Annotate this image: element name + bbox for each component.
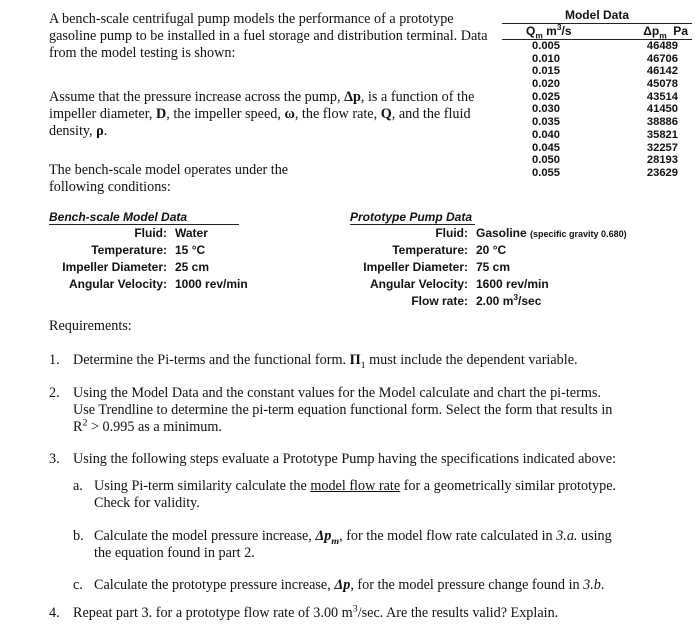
assumption-text: , the flow rate, (294, 106, 381, 122)
item-text: Using Pi-term similarity calculate the model flow rate for a geometrically similar prototype. Check for validity. (94, 478, 617, 511)
model-flow-rate-term: model flow rate (310, 478, 401, 494)
spec-row (350, 276, 690, 293)
pressure-cell: 46142 (646, 65, 678, 78)
item-number: 2. (49, 385, 60, 401)
table-row (502, 91, 692, 104)
spec-row (49, 242, 279, 259)
table-row (502, 129, 692, 142)
flow-rate-cell: 0.015 (532, 65, 560, 78)
spec-label: Temperature: (392, 243, 468, 257)
symbol-rho: ρ (96, 123, 104, 139)
conditions-paragraph: The bench-scale model operates under the following conditions: (49, 162, 289, 195)
spec-label: Angular Velocity: (369, 277, 468, 291)
spec-label: Fluid: (134, 226, 167, 240)
pressure-cell: 35821 (646, 128, 678, 141)
item-text: Using the following steps evaluate a Prototype Pump having the specifications indicated above: (73, 451, 616, 467)
flow-rate-cell: 0.040 (532, 128, 560, 141)
spec-value: Gasoline (specific gravity 0.680) (476, 226, 627, 240)
assumption-text: , is a function of the impeller diameter, (49, 89, 475, 122)
flow-rate-cell: 0.005 (532, 40, 560, 52)
flow-rate-cell: 0.050 (532, 154, 560, 167)
spec-row (350, 293, 690, 310)
table-row (502, 65, 692, 78)
flow-rate-cell: 0.025 (532, 90, 560, 103)
pressure-cell: 32257 (646, 141, 678, 154)
table-row (502, 78, 692, 91)
column-header-flow: $Q_m$ $m^3/s$ (526, 22, 572, 41)
table-row (502, 40, 692, 53)
flow-rate-cell: 0.055 (532, 166, 560, 179)
spec-row (49, 225, 279, 242)
pressure-cell: 43514 (646, 90, 678, 103)
spec-row (49, 276, 279, 293)
spec-label: Angular Velocity: (68, 277, 167, 291)
pressure-cell: 38886 (646, 116, 678, 129)
assumption-text: Assume that the pressure increase across the pump, (49, 89, 345, 105)
table-row (502, 142, 692, 155)
spec-row (350, 225, 690, 242)
prototype-pump-data (350, 210, 690, 310)
spec-value: 1600 rev/min (476, 277, 549, 291)
pressure-cell: 46489 (646, 40, 678, 52)
flow-rate-cell: 0.020 (532, 78, 560, 91)
spec-value: 25 cm (175, 260, 210, 274)
table-row (502, 53, 692, 66)
pressure-cell: 28193 (646, 154, 678, 167)
table-body (502, 40, 692, 180)
flow-rate-cell: 0.010 (532, 52, 560, 65)
item-text: Calculate the model pressure increase, $\Delta p_m$, for the model flow rate calculated in 3.a. using the equation found in part 2. (94, 528, 612, 561)
column-header-pressure: $\Delta p_m$ Pa (643, 24, 688, 41)
item-number: 1. (49, 352, 60, 368)
item-number: 4. (49, 605, 60, 621)
assumption-paragraph (49, 89, 504, 140)
spec-value: 20 °C (476, 243, 507, 257)
specific-gravity-note: (specific gravity 0.680) (530, 229, 627, 239)
model-data-table (502, 8, 692, 180)
item-number: 3. (49, 451, 60, 467)
bench-model-data (49, 210, 279, 293)
spec-row (350, 259, 690, 276)
spec-value: 1000 rev/min (175, 277, 248, 291)
pressure-cell: 46706 (646, 52, 678, 65)
spec-label: Temperature: (91, 243, 167, 257)
symbol-omega: ω (284, 106, 295, 122)
symbol-d: D (155, 106, 167, 122)
table-row (502, 103, 692, 116)
spec-label: Impeller Diameter: (363, 260, 468, 274)
pressure-cell: 45078 (646, 78, 678, 91)
table-title: Model Data (564, 8, 629, 22)
spec-label: Impeller Diameter: (62, 260, 167, 274)
table-row (502, 154, 692, 167)
spec-row (350, 242, 690, 259)
flow-rate-cell: 0.030 (532, 103, 560, 116)
requirements-heading: Requirements: (49, 318, 132, 334)
item-text: Using the Model Data and the constant values for the Model calculate and chart the pi-terms. Use Trendline to determine the pi-term equation functional form. Select the form that results in $R^2 > 0.995$ as a minimum. (73, 385, 613, 435)
table-row (502, 116, 692, 129)
item-text: Repeat part 3. for a prototype flow rate of 3.00 $m^3/\sec$. Are the results valid? Explain. (73, 603, 559, 621)
pressure-cell: 23629 (646, 166, 678, 179)
spec-value: 2.00 $m^3/\sec$ (476, 292, 542, 308)
spec-label: Flow rate: (411, 294, 468, 308)
item-letter: a. (73, 478, 83, 494)
bench-title: Bench-scale Model Data (49, 210, 239, 225)
spec-value: 15 °C (175, 243, 206, 257)
symbol-delta-p: Δp (344, 89, 361, 105)
spec-value: Water (175, 226, 208, 240)
item-text: Calculate the prototype pressure increase, Δp, for the model pressure change found in 3.b. (94, 577, 605, 593)
item-letter: b. (73, 528, 84, 544)
table-header (502, 23, 692, 40)
flow-rate-cell: 0.035 (532, 116, 560, 129)
intro-paragraph: A bench-scale centrifugal pump models the performance of a prototype gasoline pump to be installed in a fuel storage and distribution terminal. Data from the model testing is shown: (49, 11, 488, 61)
table-row (502, 167, 692, 180)
flow-rate-cell: 0.045 (532, 141, 560, 154)
pressure-cell: 41450 (646, 103, 678, 116)
spec-label: Fluid: (435, 226, 468, 240)
item-text: Determine the Pi-terms and the functional form. $\Pi_1$ must include the dependent variable. (73, 352, 578, 371)
assumption-text: , the impeller speed, (166, 106, 285, 122)
spec-row (49, 259, 279, 276)
symbol-q: Q (380, 106, 392, 122)
item-letter: c. (73, 577, 83, 593)
prototype-title: Prototype Pump Data (350, 210, 475, 225)
assumption-text: . (103, 123, 108, 139)
assumption-text: , and the fluid density, (49, 106, 471, 139)
spec-value: 75 cm (476, 260, 511, 274)
